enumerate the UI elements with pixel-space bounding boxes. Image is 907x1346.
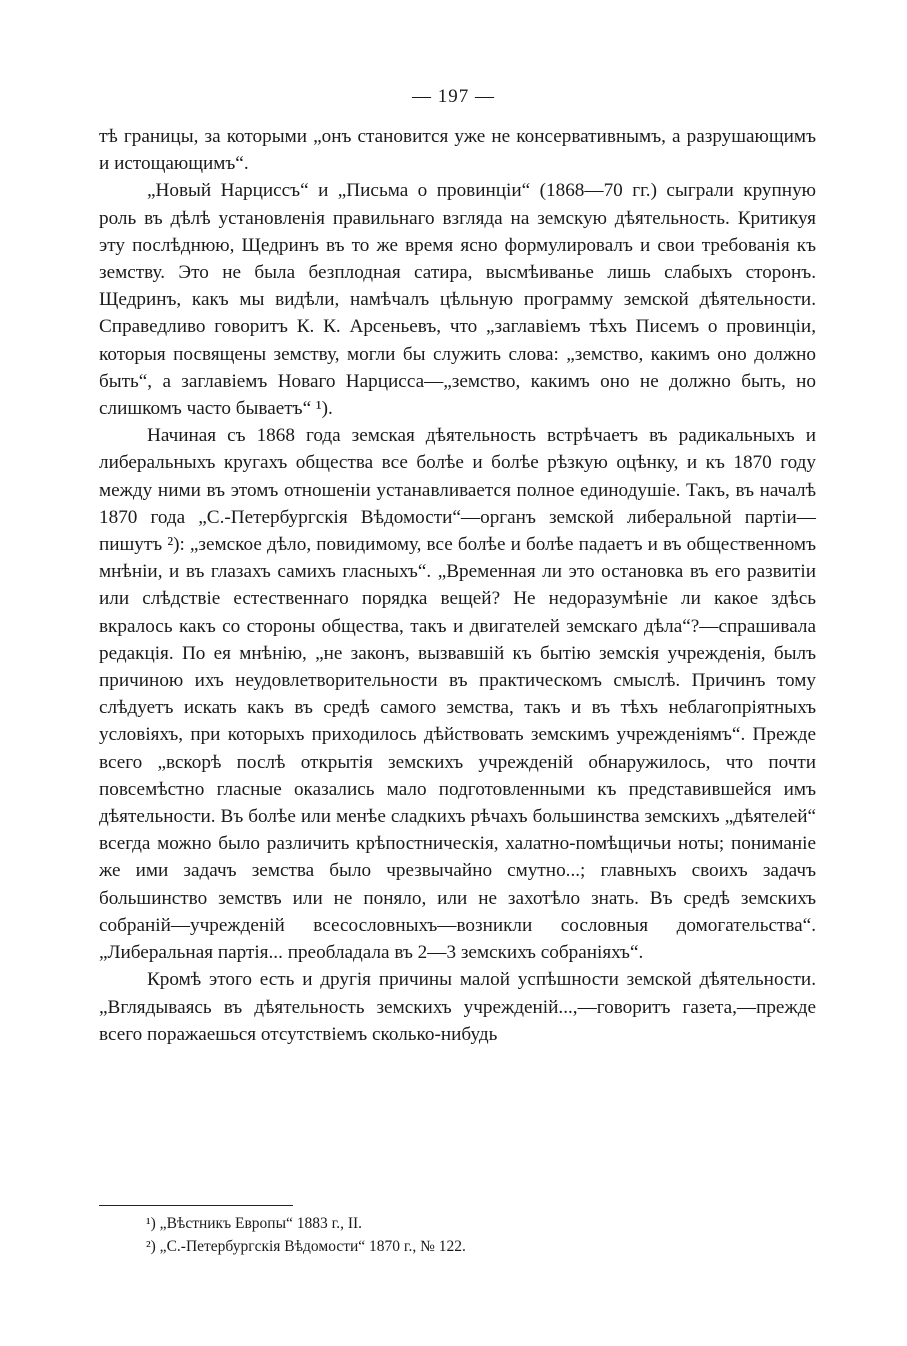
- page-number: — 197 —: [412, 86, 495, 107]
- footnote-divider: [99, 1205, 293, 1206]
- paragraph-continuation: тѣ границы, за которыми „онъ становится уже не консервативнымъ, а разрушающимъ и истощающимъ“.: [99, 126, 816, 175]
- main-text: [99, 123, 816, 1048]
- paragraph: „Новый Нарциссъ“ и „Письма о провинціи“ (1868—70 гг.) сыграли крупную роль въ дѣлѣ установленія правильнаго взгляда на земскую дѣятельность. Критикуя эту послѣднюю, Щедринъ въ то же время ясно формулировалъ и свои требованія къ земству. Это не была безплодная сатира, высмѣиванье лишь слабыхъ сторонъ. Щедринъ, какъ мы видѣли, намѣчалъ цѣльную программу земской дѣятельности. Справедливо говоритъ К. К. Арсеньевъ, что „заглавіемъ тѣхъ Писемъ о провинціи, которыя посвящены земству, могли бы служить слова: „земство, какимъ оно должно быть“, а заглавіемъ Новаго Нарцисса—„земство, какимъ оно не должно быть, но слишкомъ часто бываетъ“ ¹).: [99, 180, 816, 420]
- footnotes: [146, 1212, 806, 1258]
- footnote: ¹) „Вѣстникъ Европы“ 1883 г., II.: [146, 1215, 363, 1232]
- paragraph: Кромѣ этого есть и другія причины малой успѣшности земской дѣятельности. „Вглядываясь въ дѣятельность земскихъ учрежденій...,—говоритъ газета,—прежде всего поражаешься отсутствіемъ сколько-нибудь: [99, 969, 816, 1045]
- paragraph: Начиная съ 1868 года земская дѣятельность встрѣчаетъ въ радикальныхъ и либеральныхъ кругахъ общества все болѣе и болѣе рѣзкую оцѣнку, и къ 1870 году между ними въ этомъ отношеніи устанавливается полное единодушіе. Такъ, въ началѣ 1870 года „С.-Петербургскія Вѣдомости“—органъ земской либеральной партіи—пишутъ ²): „земское дѣло, повидимому, все болѣе и болѣе падаетъ и въ общественномъ мнѣніи, и въ глазахъ самихъ гласныхъ“. „Временная ли это остановка въ его развитіи или слѣдствіе естественнаго порядка вещей? Не недоразумѣніе ли какое здѣсь вкралось какъ со стороны общества, такъ и двигателей земскаго дѣла“?—спрашивала редакція. По ея мнѣнію, „не законъ, вызвавшій къ бытію земскія учрежденія, былъ причиною ихъ неудовлетворительности въ практическомъ смыслѣ. Причинъ тому слѣдуетъ искать какъ въ средѣ самого земства, такъ и въ тѣхъ неблагопріятныхъ условіяхъ, при которыхъ приходилось дѣйствовать земскимъ учрежденіямъ“. Прежде всего „вскорѣ послѣ открытія земскихъ учрежденій обнаружилось, что почти повсемѣстно гласные оказались мало подготовленными къ представившейся имъ дѣятельности. Въ болѣе или менѣе сладкихъ рѣчахъ большинства земскихъ „дѣятелей“ всегда можно было различить крѣпостническія, халатно-помѣщичьи ноты; пониманіе же ими задачъ земства было чрезвычайно смутно...; главныхъ своихъ задачъ большинство земствъ или не поняло, или не захотѣло знать. Въ средѣ земскихъ собраній—учрежденій всесословныхъ—возникли сословныя домогательства“. „Либеральная партія... преобладала въ 2—3 земскихъ собраніяхъ“.: [99, 425, 816, 964]
- footnote: ²) „С.-Петербургскія Вѣдомости“ 1870 г., № 122.: [146, 1238, 466, 1255]
